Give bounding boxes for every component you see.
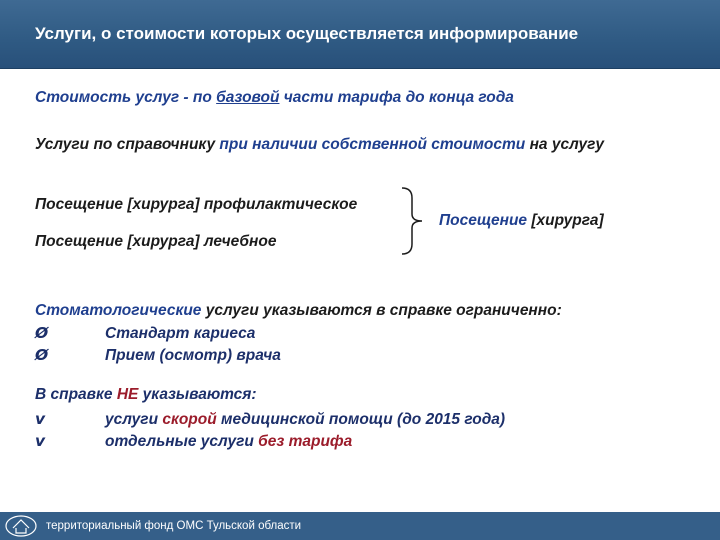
not-shown-item bbox=[35, 410, 505, 429]
text-segment-highlight: НЕ bbox=[116, 386, 139, 403]
line-visit-treatment: Посещение [хирурга] лечебное bbox=[35, 233, 277, 250]
text-segment: на услугу bbox=[525, 136, 605, 153]
line-not-shown bbox=[35, 386, 257, 404]
line-cost-base-tariff bbox=[35, 89, 514, 107]
diamond-bullet-icon: v bbox=[35, 432, 46, 450]
text-segment-highlight: Стоматологические bbox=[35, 302, 202, 319]
arrow-bullet-icon: Ø bbox=[35, 324, 49, 342]
text-segment-highlight: при наличии собственной стоимости bbox=[219, 136, 526, 153]
diamond-bullet-icon: v bbox=[35, 410, 46, 428]
arrow-bullet-icon: Ø bbox=[35, 346, 49, 364]
text-segment: Стоимость услуг bbox=[35, 89, 180, 106]
dental-item-text: Стандарт кариеса bbox=[105, 325, 256, 342]
line-visit-preventive: Посещение [хирурга] профилактическое bbox=[35, 196, 358, 213]
line-reference-services bbox=[35, 136, 604, 154]
text-segment: - по bbox=[179, 89, 217, 106]
slide-title: Услуги, о стоимости которых осуществляется информирование bbox=[35, 24, 579, 43]
text-segment: услуги указываются в справке ограниченно: bbox=[201, 302, 562, 319]
tfoms-logo-icon bbox=[4, 514, 38, 538]
text-segment: медицинской помощи (до 2015 года) bbox=[216, 411, 506, 428]
text-segment-highlight: без тарифа bbox=[258, 433, 353, 450]
slide-footer bbox=[0, 512, 720, 540]
text-segment: Услуги по справочнику bbox=[35, 136, 220, 153]
dental-item bbox=[35, 324, 255, 343]
text-segment: отдельные услуги bbox=[105, 433, 259, 450]
dental-item-text: Прием (осмотр) врача bbox=[105, 347, 281, 364]
slide-header bbox=[0, 0, 720, 69]
text-segment: указываются: bbox=[138, 386, 257, 403]
line-visit-merged bbox=[439, 212, 604, 230]
text-segment-highlight: Посещение bbox=[439, 212, 528, 229]
text-segment: В справке bbox=[35, 386, 117, 403]
right-brace-icon bbox=[398, 186, 428, 256]
text-segment-highlight: скорой bbox=[162, 411, 217, 428]
not-shown-item bbox=[35, 432, 352, 451]
text-segment: [хирурга] bbox=[527, 212, 604, 229]
text-segment: услуги bbox=[105, 411, 163, 428]
dental-item bbox=[35, 346, 281, 365]
line-dental bbox=[35, 302, 562, 320]
text-segment-underlined: базовой bbox=[216, 89, 280, 106]
footer-org-name: территориальный фонд ОМС Тульской области bbox=[46, 520, 302, 532]
text-segment: части тарифа до конца года bbox=[279, 89, 514, 106]
